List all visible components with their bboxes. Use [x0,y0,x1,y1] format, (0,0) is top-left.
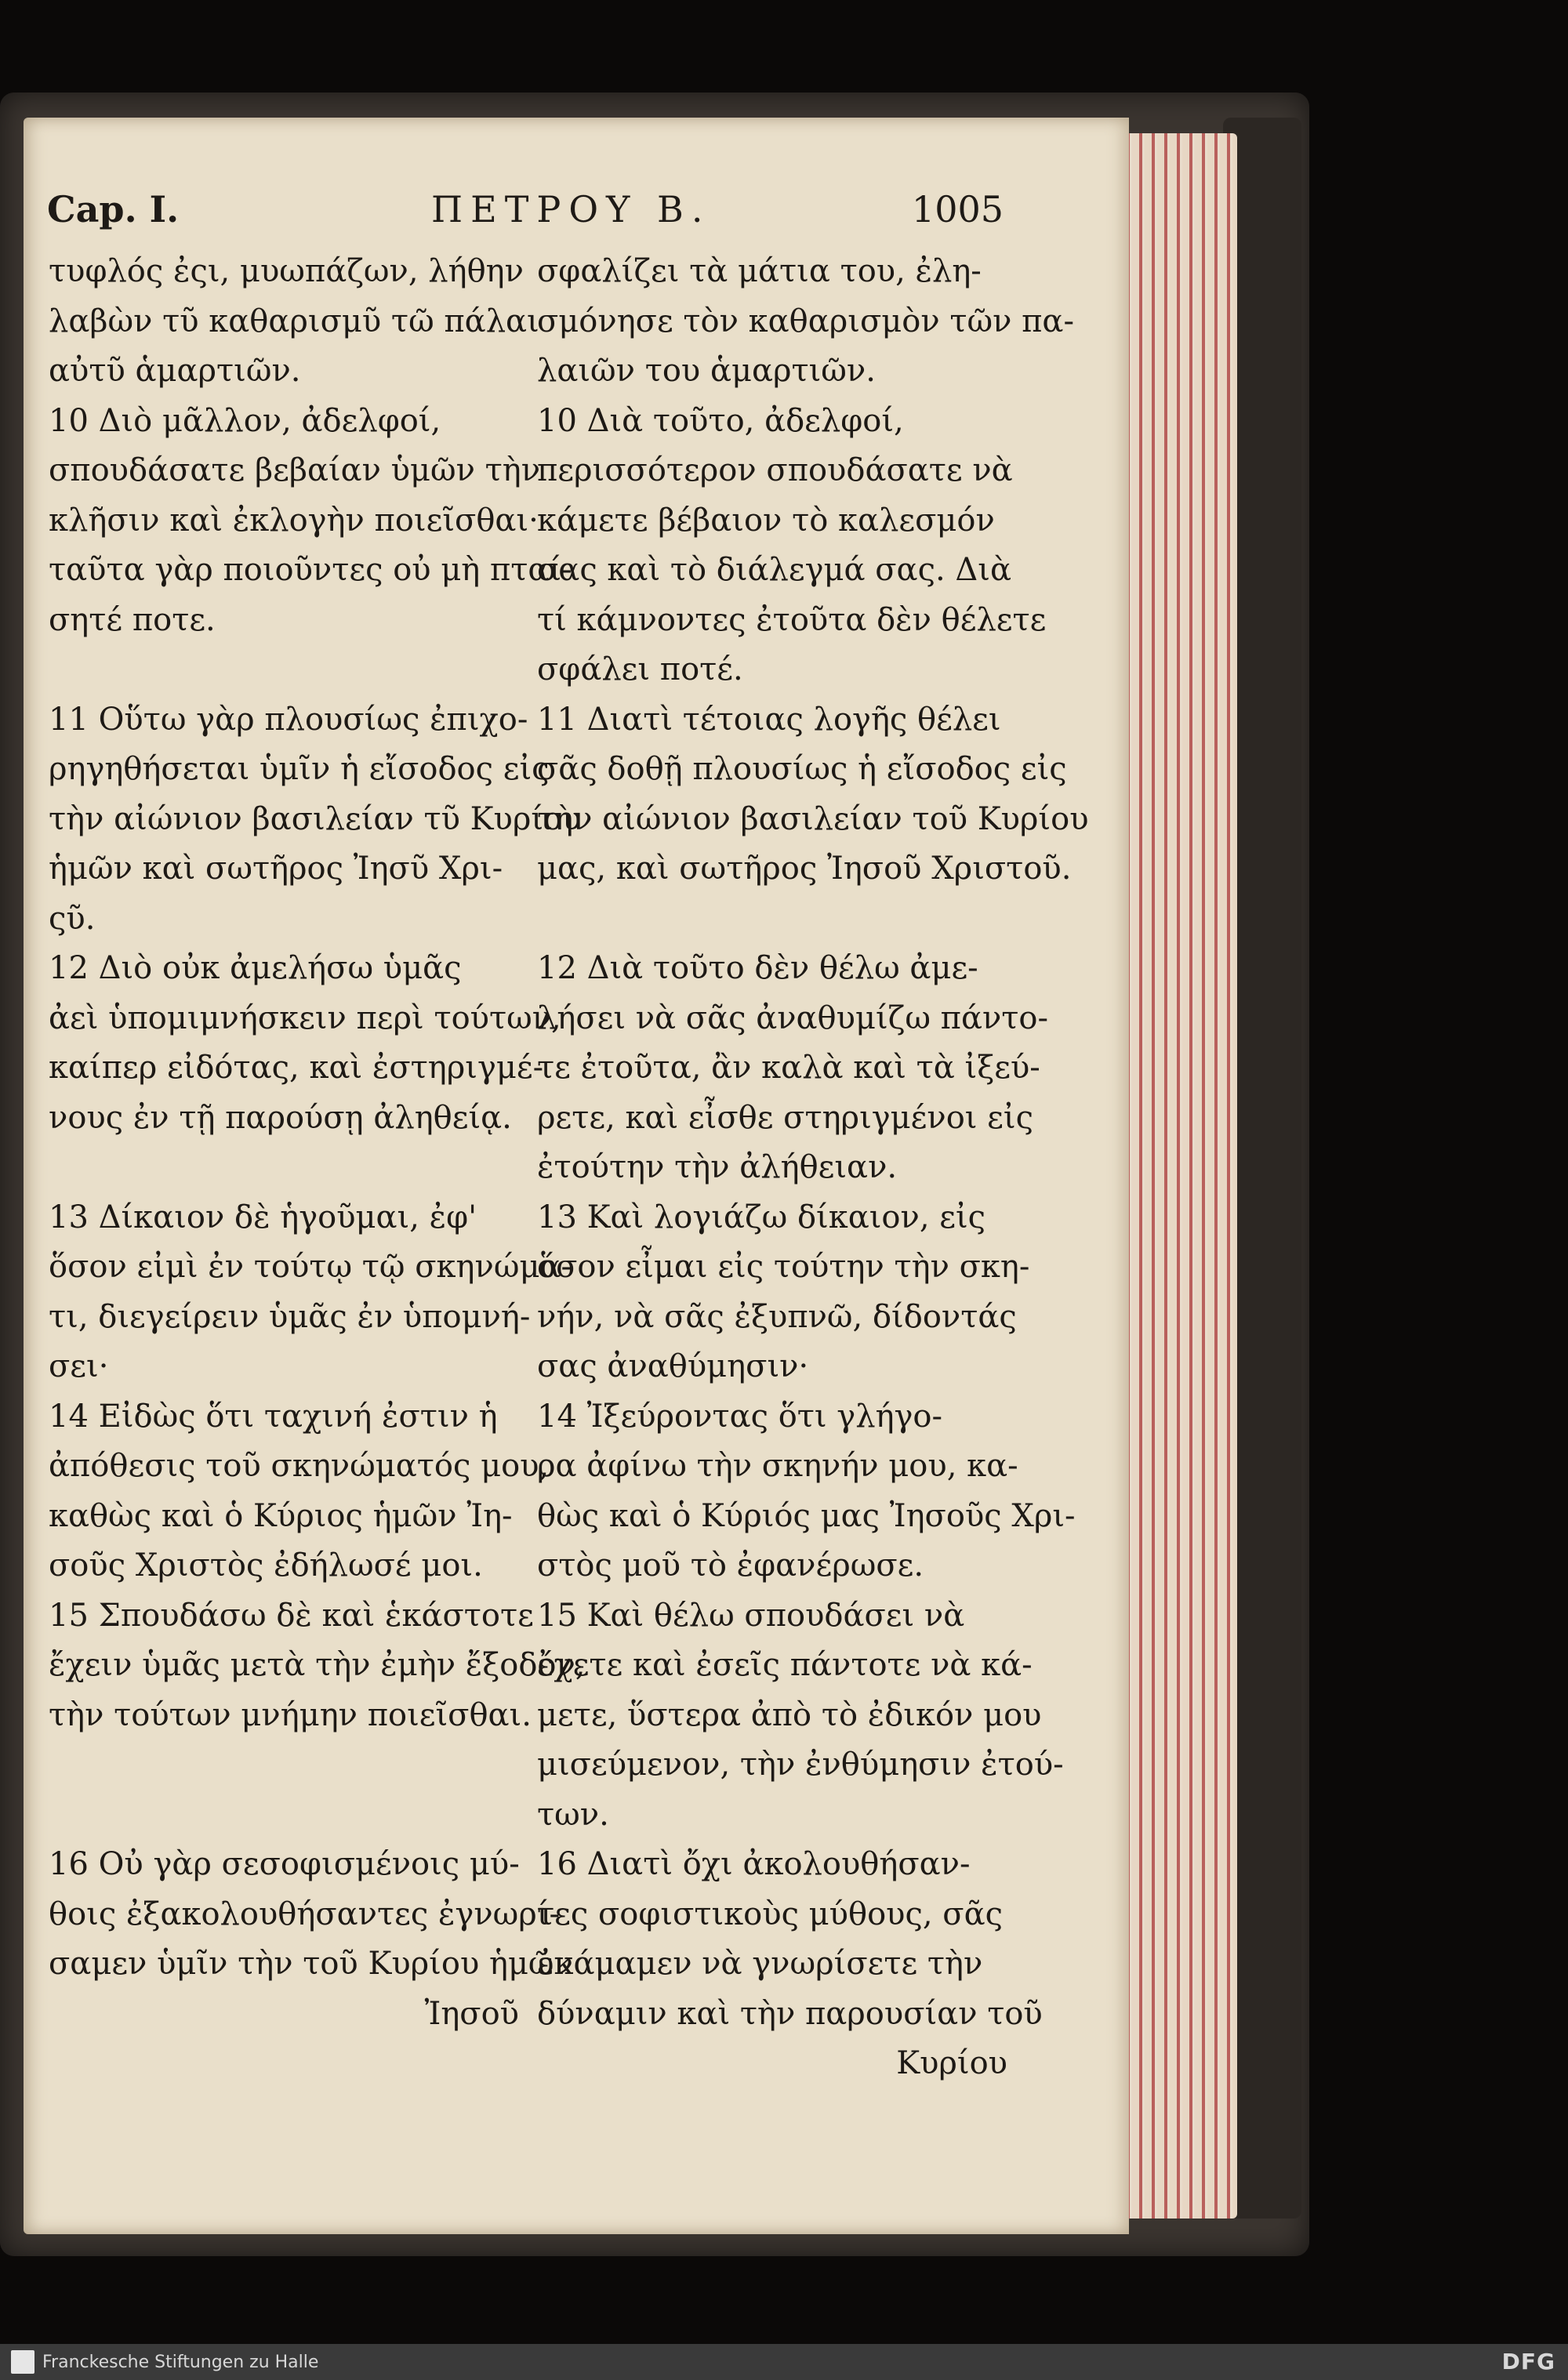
text-line: καθὼς καὶ ὁ Κύριος ἡμῶν Ἰη- [49,1497,513,1534]
text-line: ρετε, καὶ εἶσθε στηριγμένοι εἰς [537,1099,1033,1136]
text-line: σας καὶ τὸ διάλεγμά σας. Διὰ [537,552,1011,588]
page-number: 1005 [911,188,1004,230]
text-line: Κυρίου [896,2045,1007,2081]
text-line: 10 Διὰ τοῦτο, ἀδελφοί, [537,402,904,439]
text-line: 10 Διὸ μᾶλλον, ἀδελφοί, [49,402,441,439]
text-line: στὸς μοῦ τὸ ἐφανέρωσε. [537,1547,924,1584]
text-line: ρα ἀφίνω τὴν σκηνήν μου, κα- [537,1448,1018,1484]
text-line: ἀεὶ ὑπομιμνήσκειν περὶ τούτων, [49,1000,561,1036]
text-line: των. [537,1796,609,1833]
text-line: ἐτούτην τὴν ἀλήθειαν. [537,1149,898,1185]
page-fore-edge [1120,133,1237,2219]
text-line: σφάλει ποτέ. [537,651,743,688]
blank-line [49,1143,519,1193]
text-line: λαιῶν του ἁμαρτιῶν. [537,353,876,389]
blank-line [49,645,519,695]
text-line: νήν, νὰ σᾶς ἐξυπνῶ, δίδοντάς [537,1298,1017,1335]
text-line: 15 Καὶ θέλω σπουδάσει νὰ [537,1597,965,1634]
blank-line [49,1790,519,1841]
text-line: ταῦτα γὰρ ποιοῦντες οὐ μὴ πταί- [49,552,572,588]
text-line: σας ἀναθύμησιν· [537,1348,809,1384]
text-line: κλῆσιν καὶ ἐκλογὴν ποιεῖσθαι· [49,502,539,539]
footer-bar [0,2344,1568,2380]
text-line: λαβὼν τῦ καθαρισμῦ τῶ πάλαι [49,303,539,339]
text-line: σητέ ποτε. [49,601,216,638]
text-line: σμόνησε τὸν καθαρισμὸν τῶν πα- [537,303,1074,339]
text-line: τί κάμνοντες ἐτοῦτα δὲν θέλετε [537,601,1047,638]
text-line: 13 Καὶ λογιάζω δίκαιον, εἰς [537,1199,986,1235]
text-line: 16 Διατὶ ὄχι ἀκολουθήσαν- [537,1846,971,1882]
text-line: σπουδάσατε βεβαίαν ὑμῶν τὴν [49,452,541,488]
text-line: σφαλίζει τὰ μάτια του, ἐλη- [537,253,982,289]
text-line: 14 Ἰξεύροντας ὅτι γλήγο- [537,1398,943,1435]
text-line: τὴν αἰώνιον βασιλείαν τῦ Κυρίου [49,800,582,837]
modern-greek-column [537,247,1089,2089]
text-line: ςῦ. [49,900,96,937]
text-line: τὴν αἰώνιον βασιλείαν τοῦ Κυρίου [537,800,1089,837]
library-name: Franckesche Stiftungen zu Halle [42,2352,319,2372]
dfg-logo: DFG [1501,2349,1555,2375]
text-line: Ἰησοῦ [424,1995,519,2032]
blank-line [537,894,1007,945]
text-line: νους ἐν τῇ παρούσῃ ἀληθείᾳ. [49,1099,512,1136]
text-line: σαμεν ὑμῖν τὴν τοῦ Κυρίου ἡμῶν [49,1946,573,1982]
text-line: ἡμῶν καὶ σωτῆρος Ἰησῦ Χρι- [49,851,503,887]
text-line: σει· [49,1348,109,1384]
text-line: 12 Διὰ τοῦτο δὲν θέλω ἀμε- [537,950,978,986]
text-line: περισσότερον σπουδάσατε νὰ [537,452,1013,488]
text-line: μετε, ὕστερα ἀπὸ τὸ ἐδικόν μου [537,1696,1042,1733]
text-line: καίπερ εἰδότας, καὶ ἐστηριγμέ- [49,1050,544,1086]
text-line: κάμετε βέβαιον τὸ καλεσμόν [537,502,995,539]
text-line: 14 Εἰδὼς ὅτι ταχινή ἐστιν ἡ [49,1398,498,1435]
text-line: ρηγηθήσεται ὑμῖν ἡ εἴσοδος εἰς [49,751,550,787]
text-line: 11 Διατὶ τέτοιας λογῆς θέλει [537,701,1001,738]
text-line: 13 Δίκαιον δὲ ἡγοῦμαι, ἐφ' [49,1199,477,1235]
text-line: μισεύμενον, τὴν ἐνθύμησιν ἐτού- [537,1747,1064,1783]
text-line: τι, διεγείρειν ὑμᾶς ἐν ὑπομνή- [49,1298,531,1335]
text-line: δύναμιν καὶ τὴν παρουσίαν τοῦ [537,1995,1043,2032]
library-credit [11,2350,318,2374]
text-line: 15 Σπουδάσω δὲ καὶ ἑκάστοτε [49,1597,534,1634]
text-line: τὴν τούτων μνήμην ποιεῖσθαι. [49,1696,532,1733]
text-line: ἔχετε καὶ ἐσεῖς πάντοτε νὰ κά- [537,1647,1033,1683]
text-line: τες σοφιστικοὺς μύθους, σᾶς [537,1896,1004,1932]
text-line: 16 Οὐ γὰρ σεσοφισμένοις μύ- [49,1846,520,1882]
book-title: ΠΕΤΡΟΥ Β. [431,188,711,230]
text-line: ὅσον εἶμαι εἰς τούτην τὴν σκη- [537,1249,1030,1285]
library-logo-icon [11,2350,34,2374]
text-line: αὐτῦ ἁμαρτιῶν. [49,353,301,389]
text-line: τε ἐτοῦτα, ἂν καλὰ καὶ τὰ ἰξεύ- [537,1050,1040,1086]
text-line: 11 Οὕτω γὰρ πλουσίως ἐπιχο- [49,701,528,738]
text-line: ἀπόθεσις τοῦ σκηνώματός μου, [49,1448,550,1484]
text-line: μας, καὶ σωτῆρος Ἰησοῦ Χριστοῦ. [537,851,1072,887]
text-line: θοις ἐξακολουθήσαντες ἐγνωρί- [49,1896,560,1932]
text-line: 12 Διὸ οὐκ ἀμελήσω ὑμᾶς [49,950,462,986]
blank-line [49,1740,519,1790]
text-line: σᾶς δοθῇ πλουσίως ἡ εἴσοδος εἰς [537,751,1067,787]
text-line: λήσει νὰ σᾶς ἀναθυμίζω πάντο- [537,1000,1048,1036]
text-line: θὼς καὶ ὁ Κύριός μας Ἰησοῦς Χρι- [537,1497,1076,1534]
text-line: τυφλός ἐςι, μυωπάζων, λήθην [49,253,524,289]
text-line: σοῦς Χριστὸς ἐδήλωσέ μοι. [49,1547,483,1584]
text-line: ὅσον εἰμὶ ἐν τούτῳ τῷ σκηνώμα- [49,1249,572,1285]
running-header [47,188,1004,243]
text-line: ἔχειν ὑμᾶς μετὰ τὴν ἐμὴν ἔξοδον, [49,1647,586,1683]
text-line: ἐκάμαμεν νὰ γνωρίσετε τὴν [537,1946,983,1982]
chapter-label: Cap. I. [47,188,180,230]
ancient-greek-column [49,247,586,2039]
